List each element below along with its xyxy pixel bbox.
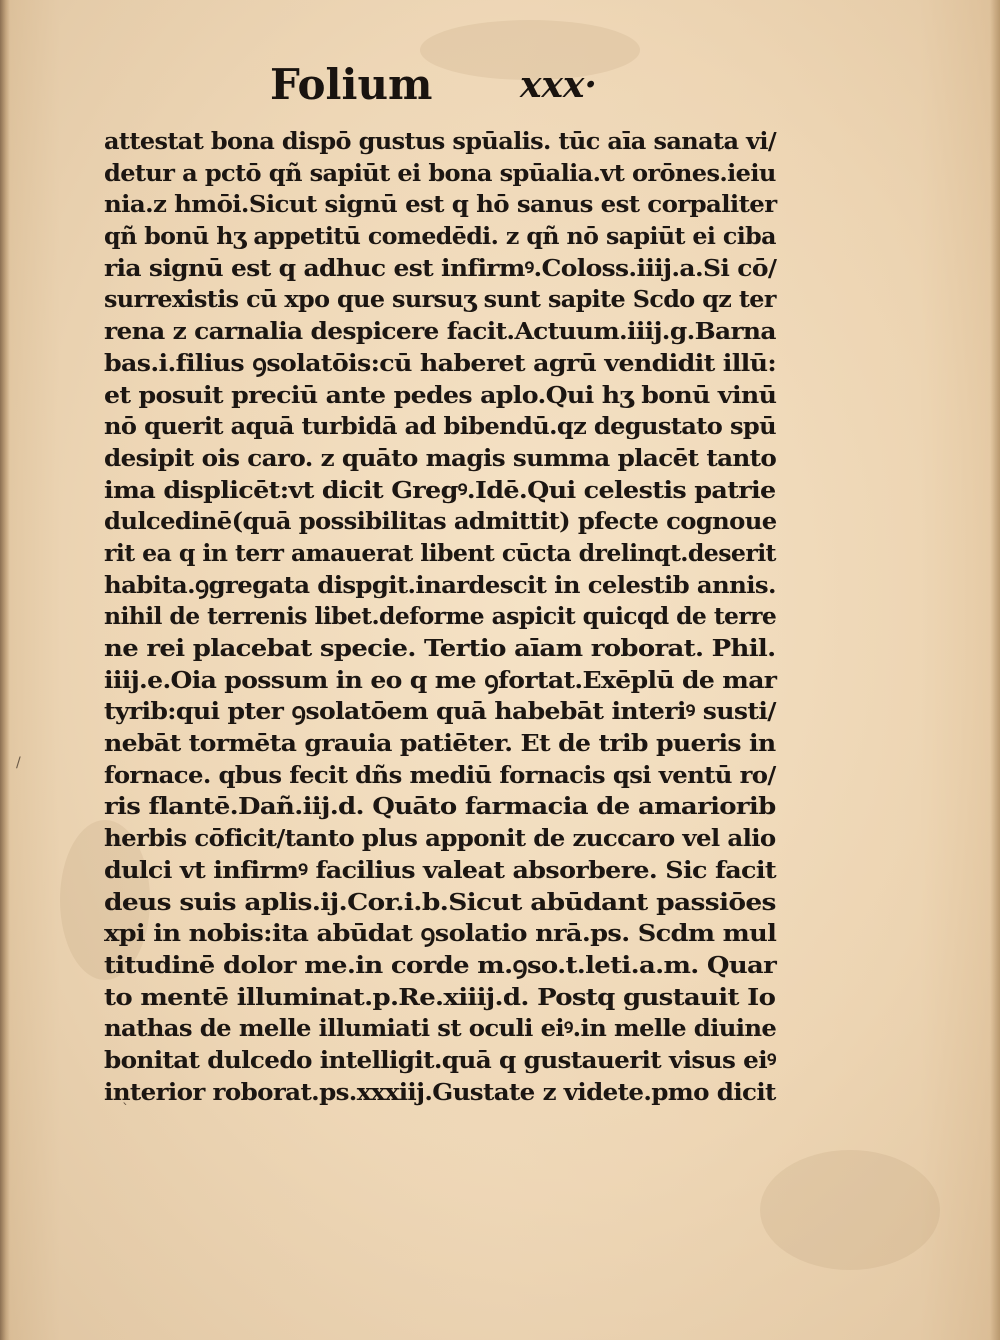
- text-line: nia.z hmōi.Sicut signū est q hō sanus est corpaliter: [104, 191, 777, 219]
- text-line: attestat bona dispō gustus spūalis. tūc aīa sanata vi/: [104, 128, 777, 155]
- text-line: habita.ꝯgregata dispgit.inardescit in celestib annis.: [104, 571, 776, 599]
- text-line: ria signū est q adhuc est infirmꝰ.Coloss.iiij.a.Si cō/: [104, 254, 777, 282]
- text-line: desipit ois caro. z quāto magis summa placēt tanto: [104, 444, 777, 472]
- text-line: bonitat dulcedo intelligit.quā q gustauerit visus eiꝰ: [104, 1046, 776, 1074]
- text-line: xpi in nobis:ita abūdat ꝯsolatio nrā.ps. Scdm mul: [104, 920, 777, 948]
- text-block: [104, 126, 776, 1108]
- paper-stain: [760, 1150, 940, 1270]
- text-line: ne rei placebat specie. Tertio aīam roborat. Phil.: [104, 635, 776, 662]
- text-line: ima displicēt:vt dicit Gregꝰ.Idē.Qui celestis patrie: [104, 476, 776, 504]
- text-line: herbis cōficit/tanto plus apponit de zuccaro vel alio: [104, 825, 776, 853]
- text-line: titudinē dolor me.in corde m.ꝯso.t.leti.a.m. Quar: [104, 951, 777, 979]
- text-line: tyrib:qui pter ꝯsolatōem quā habebāt interiꝰ susti/: [104, 698, 776, 726]
- text-line: nō querit aquā turbidā ad bibendū.qz degustato spū: [104, 413, 776, 441]
- text-line: detur a pctō qñ sapiūt ei bona spūalia.vt orōnes.ieiu: [104, 159, 776, 187]
- page-left-edge: [0, 0, 10, 1340]
- text-line: interior roborat.ps.xxxiij.Gustate z videte.pmo dicit: [104, 1078, 776, 1106]
- text-line: nebāt tormēta grauia patiēter. Et de trib pueris in: [104, 730, 776, 758]
- running-title: Folium: [270, 60, 433, 109]
- text-line: dulcedinē(quā possibilitas admittit) pfecte cognoue: [104, 508, 777, 536]
- folio-number: xxx·: [520, 64, 597, 106]
- text-line: fornace. qbus fecit dñs mediū fornacis qsi ventū ro/: [104, 761, 776, 789]
- text-line: to mentē illuminat.p.Re.xiiij.d. Postq gustauit Io: [104, 983, 776, 1011]
- text-line: et posuit preciū ante pedes aplo.Qui hʒ bonū vinū: [104, 381, 777, 409]
- text-line: nihil de terrenis libet.deforme aspicit quicqd de terre: [104, 603, 777, 631]
- text-line: nathas de melle illumiati st oculi eiꝰ.in melle diuine: [104, 1015, 777, 1043]
- text-line: surrexistis cū xpo que sursuʒ sunt sapite Scdo qz ter: [104, 286, 776, 314]
- text-line: dulci vt infirmꝰ facilius valeat absorbere. Sic facit: [104, 856, 776, 884]
- text-line: iiij.e.Oia possum in eo q me ꝯfortat.Exēplū de mar: [104, 666, 777, 694]
- page-right-edge: [990, 0, 1000, 1340]
- text-line: rit ea q in terr amauerat libent cūcta drelinqt.deserit: [104, 539, 776, 567]
- margin-mark: /: [16, 755, 21, 771]
- text-line: bas.i.filius ꝯsolatōis:cū haberet agrū vendidit illū:: [104, 349, 777, 377]
- text-line: ris flantē.Dañ.iij.d. Quāto farmacia de amariorib: [104, 793, 776, 821]
- text-line: deus suis aplis.ij.Cor.i.b.Sicut abūdant passiōes: [104, 888, 776, 916]
- page-header: [270, 60, 630, 120]
- text-line: rena z carnalia despicere facit.Actuum.iiij.g.Barna: [104, 318, 776, 346]
- margin-mark: `: [122, 1102, 129, 1118]
- text-line: qñ bonū hʒ appetitū comedēdi. z qñ nō sapiūt ei ciba: [104, 223, 776, 251]
